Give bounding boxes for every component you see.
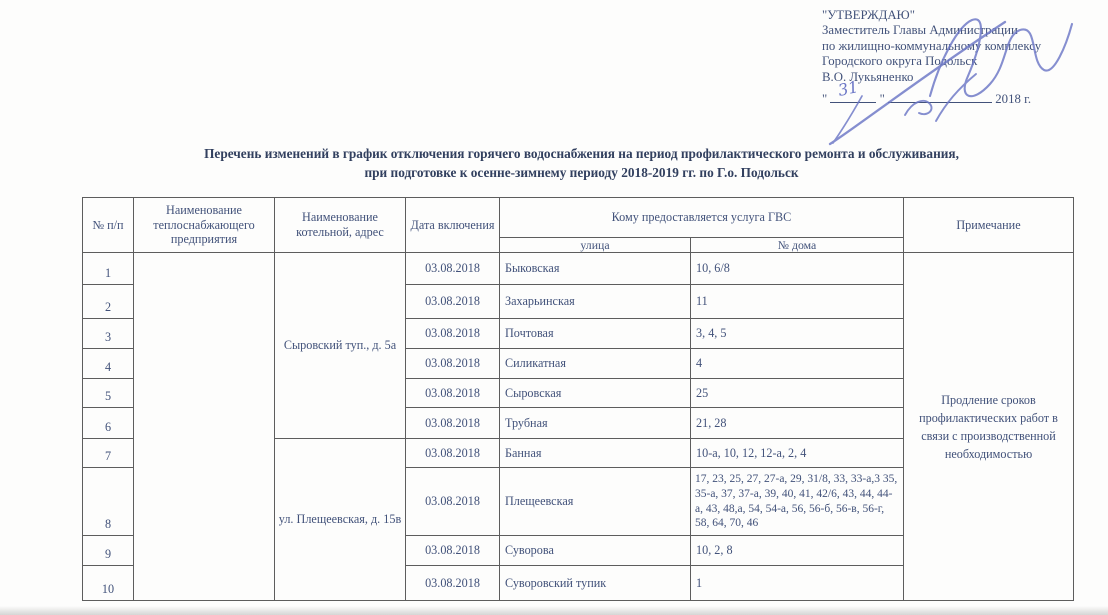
houses-cell: 11 [691, 285, 904, 319]
row-number-cell: 4 [83, 349, 134, 379]
note-cell: Продление сроков профилактических работ в связи с производственной необходимостью [904, 253, 1074, 601]
approval-line-name: В.О. Лукьяненко [822, 69, 914, 84]
street-cell: Быковская [500, 253, 691, 285]
houses-cell: 4 [691, 349, 904, 379]
title-line-2: при подготовке к осенне-зимнему периоду 2018-2019 гг. по Г.о. Подольск [364, 164, 799, 180]
document-title [55, 145, 1108, 183]
col-header-gvs: Кому предоставляется услуга ГВС [500, 198, 904, 238]
boiler-cell: Сыровский туп., д. 5а [275, 253, 406, 439]
schedule-table [82, 197, 1074, 601]
street-cell: Силикатная [500, 349, 691, 379]
quote-close: " [879, 91, 885, 106]
col-header-house: № дома [691, 238, 904, 253]
approval-date-line [822, 77, 1041, 107]
approval-line-position: Заместитель Главы Администрации [822, 23, 1018, 38]
row-number-cell: 5 [83, 379, 134, 408]
date-cell: 03.08.2018 [406, 379, 500, 408]
street-cell: Суворова [500, 536, 691, 566]
approval-line-city: Городского округа Подольск [822, 54, 978, 69]
street-cell: Банная [500, 439, 691, 468]
date-cell: 03.08.2018 [406, 536, 500, 566]
scan-edge-shadow [0, 606, 1108, 615]
houses-cell: 10, 6/8 [691, 253, 904, 285]
date-cell: 03.08.2018 [406, 566, 500, 601]
houses-cell: 3, 4, 5 [691, 319, 904, 349]
date-cell: 03.08.2018 [406, 468, 500, 536]
date-cell: 03.08.2018 [406, 319, 500, 349]
houses-cell: 10-а, 10, 12, 12-а, 2, 4 [691, 439, 904, 468]
date-cell: 03.08.2018 [406, 349, 500, 379]
col-header-street: улица [500, 238, 691, 253]
handwritten-day: 31 [836, 77, 861, 100]
date-cell: 03.08.2018 [406, 408, 500, 439]
month-blank [888, 89, 992, 103]
street-cell: Сыровская [500, 379, 691, 408]
day-blank [830, 77, 876, 103]
row-number-cell: 3 [83, 319, 134, 349]
row-number-cell: 6 [83, 408, 134, 439]
houses-cell: 17, 23, 25, 27, 27-а, 29, 31/8, 33, 33-а,3 35, 35-а, 37, 37-а, 39, 40, 41, 42/6, 43, 44, 44-а, 43, 48,а, 54, 54-а, 56, 56-б, 56-в, 56-г, 58, 64, 70, 46 [691, 468, 904, 536]
table-row [83, 253, 1074, 285]
houses-cell: 10, 2, 8 [691, 536, 904, 566]
title-line-1: Перечень изменений в график отключения горячего водоснабжения на период профилактического ремонта и обслуживания, [204, 146, 959, 161]
street-cell: Плещеевская [500, 468, 691, 536]
col-header-note: Примечание [904, 198, 1074, 253]
date-cell: 03.08.2018 [406, 439, 500, 468]
houses-cell: 25 [691, 379, 904, 408]
row-number-cell: 8 [83, 468, 134, 536]
col-header-company: Наименование теплоснабжающего предприятия [134, 198, 275, 253]
row-number-cell: 10 [83, 566, 134, 601]
row-number-cell: 9 [83, 536, 134, 566]
row-number-cell: 2 [83, 285, 134, 319]
approval-line-approve: "УТВЕРЖДАЮ" [822, 8, 915, 22]
approval-year: 2018 г. [995, 91, 1032, 106]
houses-cell: 1 [691, 566, 904, 601]
row-number-cell: 1 [83, 253, 134, 285]
street-cell: Суворовский тупик [500, 566, 691, 601]
approval-line-dept: по жилищно-коммунальному комплексу [822, 38, 1042, 53]
boiler-cell: ул. Плещеевская, д. 15в [275, 439, 406, 601]
date-cell: 03.08.2018 [406, 253, 500, 285]
houses-cell: 21, 28 [691, 408, 904, 439]
date-cell: 03.08.2018 [406, 285, 500, 319]
col-header-boiler: Наименование котельной, адрес [275, 198, 406, 253]
street-cell: Почтовая [500, 319, 691, 349]
approval-block [822, 8, 1041, 107]
col-header-date: Дата включения [406, 198, 500, 253]
street-cell: Захарьинская [500, 285, 691, 319]
quote-open: " [822, 91, 828, 106]
row-number-cell: 7 [83, 439, 134, 468]
street-cell: Трубная [500, 408, 691, 439]
company-cell [134, 253, 275, 601]
col-header-num: № п/п [83, 198, 134, 253]
